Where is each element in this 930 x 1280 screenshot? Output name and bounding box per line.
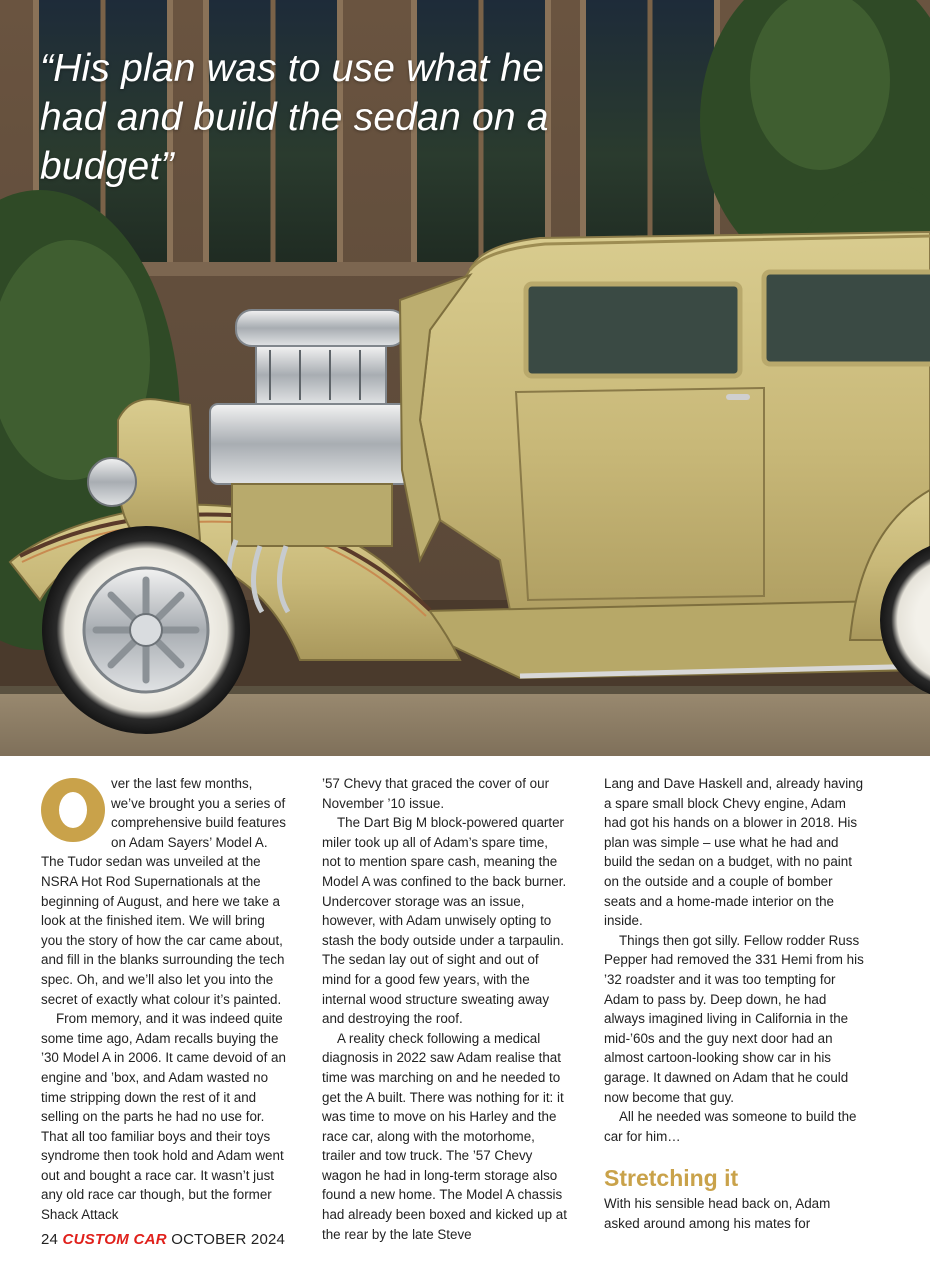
section-subhead: Stretching it — [604, 1165, 739, 1192]
article-column-3 — [604, 774, 868, 1233]
article-paragraph: With his sensible head back on, Adam asked around among his mates for — [604, 1196, 831, 1231]
article-paragraph: A reality check following a medical diagnosis in 2022 saw Adam realise that time was marching on and he needed to get the A built. There was nothing for it: it was time to move on his Harley and the race car, along with the motorhome, trailer and tow truck. The ’57 Chevy wagon he had in long-term storage also found a new home. The Model A chassis had already been boxed and kicked up at the rear by the late Steve — [322, 1030, 567, 1242]
page-folio — [41, 1230, 285, 1250]
article-paragraph: ver the last few months, we’ve brought you a series of comprehensive build features on Adam Sayers’ Model A. The Tudor sedan was unveiled at the NSRA Hot Rod Supernationals at the beginning of August, and here we take a look at the finished item. We will bring you the story of how the car came about, and fill in the blanks surrounding the tech spec. Oh, and we’ll also let you into the secret of exactly what colour it’s painted. — [41, 776, 286, 1007]
article-paragraph: From memory, and it was indeed quite some time ago, Adam recalls buying the ’30 Model A in 2006. It came devoid of an engine and ’box, and Adam wasted no time stripping down the rest of it and selling on the parts he had no use for. That all too familiar boys and their toys syndrome then took hold and Adam went out and bought a race car. It wasn’t just any old race car though, but the former Shack Attack — [41, 1011, 286, 1223]
pull-quote: “His plan was to use what he had and build the sedan on a budget” — [40, 47, 549, 188]
article-column-1 — [41, 774, 287, 1225]
issue-date: OCTOBER 2024 — [171, 1231, 286, 1248]
article-column-2 — [322, 774, 570, 1244]
article-paragraph: Lang and Dave Haskell and, already having a spare small block Chevy engine, Adam had got his hands on a blower in 2018. His plan was simple – use what he had and build the sedan on a budget, with no paint on the outside and a couple of bomber seats and a home-made interior on the inside. — [604, 776, 864, 929]
article-paragraph: The Dart Big M block-powered quarter miler took up all of Adam’s spare time, not to mention spare cash, meaning the Model A was confined to the back burner. Undercover storage was an issue, however, with Adam unwisely opting to stash the body outside under a tarpaulin. The sedan lay out of sight and out of mind for a good few years, with the internal wood structure sweating away and destroying the roof. — [322, 815, 567, 1027]
page-number: 24 — [41, 1231, 59, 1248]
dropcap — [41, 778, 105, 842]
article-paragraph: ’57 Chevy that graced the cover of our November ’10 issue. — [322, 776, 550, 811]
article-paragraph: All he needed was someone to build the car for him… — [604, 1109, 857, 1144]
article-paragraph: Things then got silly. Fellow rodder Russ Pepper had removed the 331 Hemi from his ’32 roadster and it was too tempting for Adam to pass by. Deep down, he had always imagined living in California in the mid-’60s and the guy next door had an almost cartoon-looking show car in his garage. It dawned on Adam that he could now become that guy. — [604, 932, 864, 1105]
magazine-name: CUSTOM CAR — [62, 1231, 167, 1248]
